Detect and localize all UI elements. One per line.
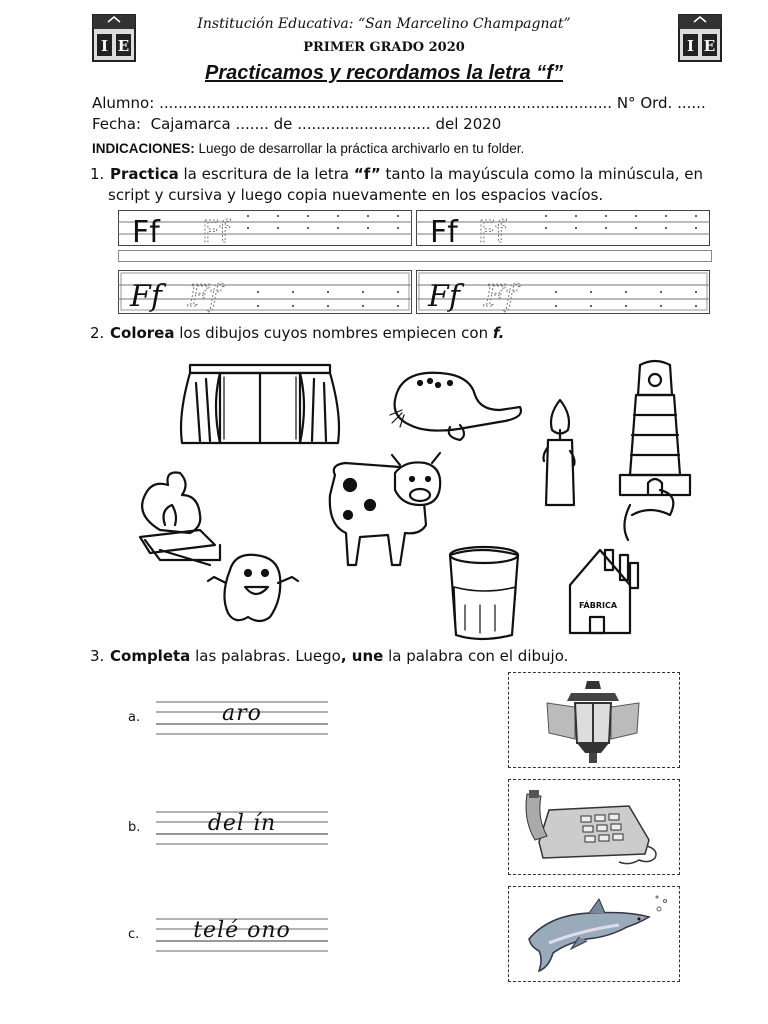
word-a: aro — [222, 701, 262, 726]
coloring-area — [120, 355, 720, 645]
street-lamp-icon — [509, 673, 677, 765]
lighthouse-icon[interactable] — [620, 361, 690, 495]
day-blank: ....... — [235, 115, 269, 133]
factory-sign: FÁBRICA — [579, 601, 618, 610]
script-model: Ff — [430, 215, 458, 246]
grade-label: PRIMER GRADO 2020 — [303, 40, 465, 55]
alumno-label: Alumno: — [92, 94, 155, 112]
q1-text-c: script y cursiva y luego copia nuevamente en los espacios vacíos. — [108, 186, 604, 204]
candle-icon[interactable] — [544, 400, 575, 505]
q3-number: 3. — [90, 647, 105, 665]
glass-icon[interactable] — [450, 547, 518, 639]
dolphin-icon — [509, 887, 677, 979]
instructions-label: INDICACIONES: — [92, 141, 195, 156]
cursive-practice-strip-1[interactable] — [118, 270, 412, 314]
word-c: telé ono — [193, 918, 291, 943]
fire-icon[interactable] — [140, 473, 220, 566]
word-box-c[interactable] — [156, 917, 328, 953]
orden-blank: ...... — [677, 94, 706, 112]
picture-box-lamp[interactable] — [508, 672, 680, 768]
logo-letter-e: E — [117, 37, 130, 55]
cursive-model: Ff — [130, 279, 162, 314]
cursive-trace: Ff — [188, 279, 220, 314]
q3-text-2: la palabra con el dibujo. — [388, 647, 569, 665]
picture-box-dolphin[interactable] — [508, 886, 680, 982]
q2-letter: f. — [492, 324, 505, 342]
question-3 — [90, 646, 568, 667]
q2-number: 2. — [90, 324, 105, 342]
word-box-b[interactable] — [156, 810, 328, 846]
q2-text: los dibujos cuyos nombres empiecen con — [179, 324, 489, 342]
q3-verb: Completa — [110, 647, 191, 665]
script-practice-strip-1[interactable] — [118, 210, 412, 246]
alumno-blank: ............................................................................................... — [159, 94, 613, 112]
cow-icon[interactable] — [330, 453, 440, 565]
script-strip-underline — [118, 250, 712, 262]
q2-verb: Colorea — [110, 324, 175, 342]
question-2 — [90, 323, 504, 344]
picture-box-telephone[interactable] — [508, 779, 680, 875]
q1-verb: Practica — [110, 165, 179, 183]
factory-icon[interactable] — [570, 490, 673, 633]
month-blank: ............................ — [297, 115, 431, 133]
logo-letter-e: E — [703, 37, 716, 55]
q3-verb-2: , une — [340, 647, 384, 665]
telephone-icon — [509, 780, 677, 872]
q3-text-1: las palabras. Luego — [195, 647, 341, 665]
q1-text-a: la escritura de la letra — [183, 165, 350, 183]
window-curtain-icon[interactable] — [181, 365, 339, 443]
year: del 2020 — [435, 115, 502, 133]
seal-icon[interactable] — [390, 373, 521, 440]
logo-letter-i: I — [100, 37, 109, 55]
instructions — [92, 141, 524, 156]
instructions-text: Luego de desarrollar la práctica archivarlo en tu folder. — [198, 141, 525, 156]
institution-name: Institución Educativa: “San Marcelino Champagnat” — [197, 16, 571, 32]
page-title: Practicamos y recordamos la letra “f” — [205, 62, 563, 84]
script-model: Ff — [132, 215, 160, 246]
q1-text-b: tanto la mayúscula como la minúscula, en — [385, 165, 704, 183]
word-label-c: c. — [128, 927, 140, 942]
q1-number: 1. — [90, 165, 105, 183]
de-word: de — [273, 115, 293, 133]
question-1 — [90, 164, 730, 206]
city: Cajamarca — [150, 115, 231, 133]
script-trace: Ff — [478, 215, 506, 246]
fecha-label: Fecha: — [92, 115, 142, 133]
logo-letter-i: I — [686, 37, 695, 55]
orden-label: N° Ord. — [616, 94, 673, 112]
script-trace: Ff — [202, 215, 230, 246]
word-label-b: b. — [128, 820, 141, 835]
cursive-model: Ff — [428, 279, 460, 314]
q1-letter: “f” — [353, 165, 381, 183]
cursive-trace: Ff — [484, 279, 516, 314]
word-box-a[interactable] — [156, 700, 328, 736]
word-label-a: a. — [128, 710, 141, 725]
word-b: del ín — [207, 811, 277, 836]
student-line — [92, 94, 706, 112]
date-line — [92, 115, 501, 133]
script-practice-strip-2[interactable] — [416, 210, 710, 246]
ghost-icon[interactable] — [208, 555, 298, 621]
cursive-practice-strip-2[interactable] — [416, 270, 710, 314]
